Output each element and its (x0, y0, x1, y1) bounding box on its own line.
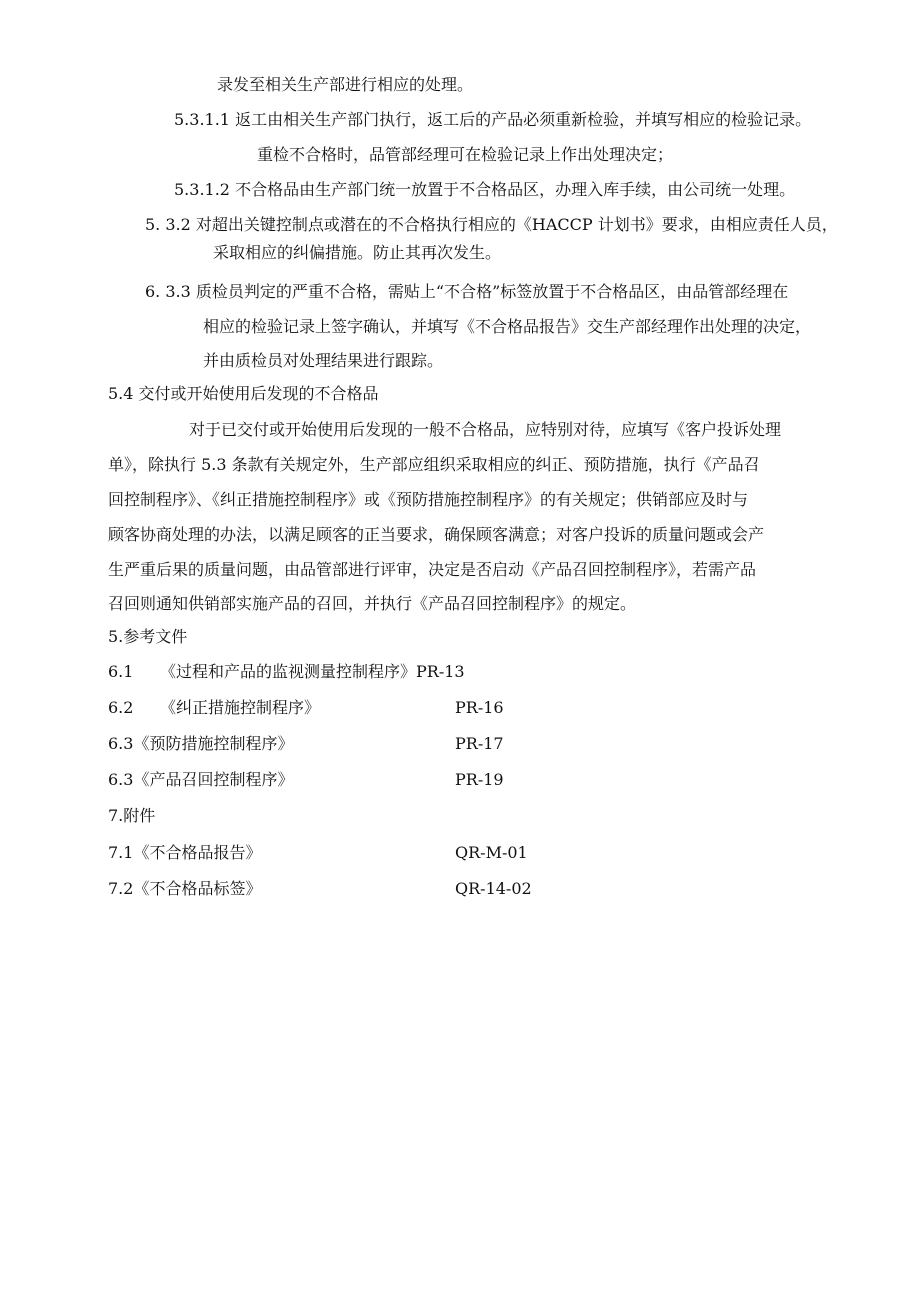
paragraph-line: 回控制程序》、《纠正措施控制程序》或《预防措施控制程序》的有关规定；供销部应及时与 (108, 490, 749, 509)
reference-title: 《纠正措施控制程序》 (160, 698, 321, 717)
attachment-code: QR-14-02 (455, 879, 532, 898)
reference-number: 6.1 (108, 662, 134, 681)
body-line: 录发至相关生产部进行相应的处理。 (217, 75, 474, 94)
reference-title: 6.3《产品召回控制程序》 (108, 770, 294, 789)
reference-code: PR-16 (455, 698, 504, 717)
clause-5-3-2: 5. 3.2 对超出关键控制点或潜在的不合格执行相应的《HACCP 计划书》要求，由相应责任人员， (145, 215, 838, 234)
paragraph-line: 召回则通知供销部实施产品的召回，并执行《产品召回控制程序》的规定。 (108, 594, 637, 613)
reference-code: PR-19 (455, 770, 504, 789)
clause-5-3-1-2: 5.3.1.2 不合格品由生产部门统一放置于不合格品区，办理入库手续，由公司统一处理。 (174, 180, 796, 199)
attachment-code: QR-M-01 (455, 843, 528, 862)
paragraph-line: 单》，除执行 5.3 条款有关规定外，生产部应组织采取相应的纠正、预防措施，执行《产品召 (108, 455, 760, 474)
body-line: 相应的检验记录上签字确认，并填写《不合格品报告》交生产部经理作出处理的决定， (203, 317, 812, 336)
paragraph-line: 顾客协商处理的办法，以满足顾客的正当要求，确保顾客满意；对客户投诉的质量问题或会产 (108, 525, 765, 544)
attachment-title: 7.2《不合格品标签》 (108, 879, 262, 898)
attachment-title: 7.1《不合格品报告》 (108, 843, 262, 862)
clause-5-3-1-1: 5.3.1.1 返工由相关生产部门执行，返工后的产品必须重新检验，并填写相应的检验记录。 (174, 110, 812, 129)
reference-title: 6.3《预防措施控制程序》 (108, 734, 294, 753)
references-heading: 5.参考文件 (108, 627, 188, 646)
reference-title: 《过程和产品的监视测量控制程序》PR-13 (160, 662, 465, 681)
section-5-4-heading: 5.4 交付或开始使用后发现的不合格品 (108, 384, 379, 403)
attachments-heading: 7.附件 (108, 806, 156, 825)
paragraph-line: 对于已交付或开始使用后发现的一般不合格品，应特别对待，应填写《客户投诉处理 (189, 420, 782, 439)
body-line: 并由质检员对处理结果进行跟踪。 (203, 351, 444, 370)
reference-code: PR-17 (455, 734, 504, 753)
reference-number: 6.2 (108, 698, 134, 717)
body-line: 采取相应的纠偏措施。防止其再次发生。 (213, 243, 502, 262)
clause-6-3-3: 6. 3.3 质检员判定的严重不合格，需贴上“不合格”标签放置于不合格品区，由品管部经理在 (145, 282, 789, 301)
body-line: 重检不合格时，品管部经理可在检验记录上作出处理决定； (257, 145, 674, 164)
paragraph-line: 生严重后果的质量问题，由品管部进行评审，决定是否启动《产品召回控制程序》，若需产品 (108, 560, 757, 579)
